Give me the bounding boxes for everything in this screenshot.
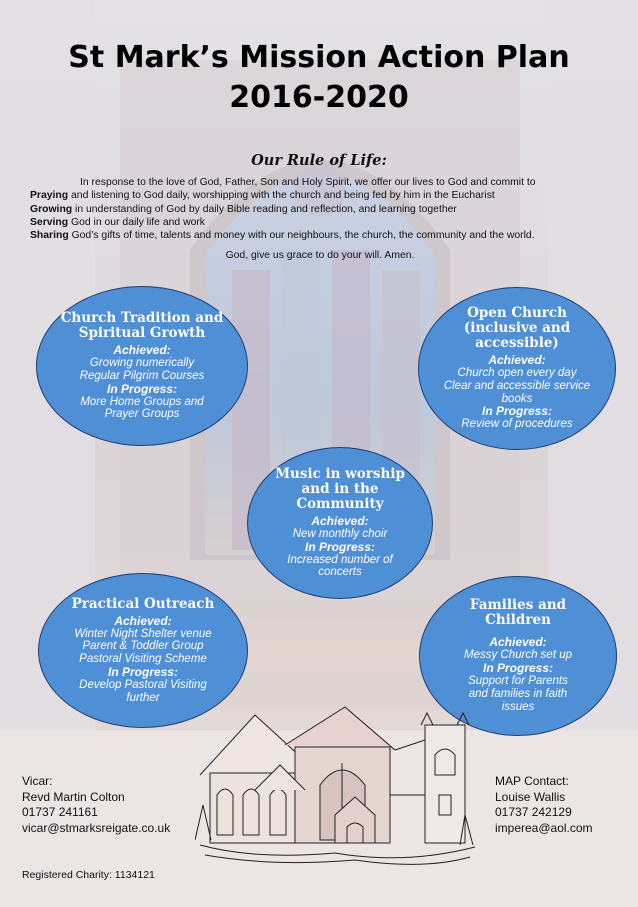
achieved-item: Church open every day xyxy=(457,366,577,379)
circle-music xyxy=(247,447,433,599)
rule-intro: In response to the love of God, Father, Son and Holy Spirit, we offer our lives to God and commit to xyxy=(80,177,536,188)
in-progress-label: In Progress: xyxy=(106,381,178,396)
in-progress-label: In Progress: xyxy=(481,404,553,419)
progress-item: concerts xyxy=(318,566,362,579)
achieved-label: Achieved: xyxy=(114,613,172,628)
vicar-label: Vicar: xyxy=(22,774,53,788)
rule-item-growing: Growing in understanding of God by daily Bible reading and reflection, and learning together xyxy=(30,203,457,215)
rule-item-praying: Praying and listening to God daily, worshipping with the church and being fed by him in the Eucharist xyxy=(30,190,495,202)
achieved-label: Achieved: xyxy=(113,342,171,357)
circle-heading: Families and Children xyxy=(469,597,567,629)
achieved-item: books xyxy=(501,392,533,405)
circle-heading: Practical Outreach xyxy=(71,595,215,612)
achieved-item: Pastoral Visiting Scheme xyxy=(79,653,207,666)
progress-item: Develop Pastoral Visiting xyxy=(79,678,207,691)
circle-church-tradition xyxy=(36,286,248,446)
vicar-contact xyxy=(22,774,170,836)
progress-item: issues xyxy=(501,700,535,713)
vicar-phone: 01737 241161 xyxy=(22,805,98,820)
progress-item: Prayer Groups xyxy=(104,408,180,421)
progress-item: further xyxy=(126,691,160,704)
rule-of-life-heading: Our Rule of Life: xyxy=(251,152,387,169)
page-title-years: 2016-2020 xyxy=(229,80,409,115)
page-title: St Mark’s Mission Action Plan xyxy=(68,40,570,75)
circle-heading: Music in worship and in the Community xyxy=(275,465,405,512)
map-contact-email-link[interactable]: imperea@aol.com xyxy=(495,820,593,835)
achieved-item: New monthly choir xyxy=(292,527,388,540)
circle-heading: Open Church (inclusive and accessible) xyxy=(463,304,571,351)
achieved-item: Parent & Toddler Group xyxy=(82,640,204,653)
achieved-item: Winter Night Shelter venue xyxy=(74,627,212,640)
circle-heading: Church Tradition and Spiritual Growth xyxy=(60,309,224,341)
in-progress-label: In Progress: xyxy=(482,661,554,676)
progress-item: and families in faith xyxy=(468,688,568,700)
achieved-label: Achieved: xyxy=(489,635,547,650)
achieved-item: Regular Pilgrim Courses xyxy=(79,369,205,382)
progress-item: More Home Groups and xyxy=(80,395,204,408)
in-progress-label: In Progress: xyxy=(304,539,376,554)
church-sketch-illustration xyxy=(195,695,480,874)
vicar-email-link[interactable]: vicar@stmarksreigate.co.uk xyxy=(22,820,171,835)
achieved-item: Messy Church set up xyxy=(463,649,572,662)
vicar-name: Revd Martin Colton xyxy=(22,789,125,804)
achieved-item: Clear and accessible service xyxy=(443,379,591,392)
in-progress-label: In Progress: xyxy=(107,664,179,679)
map-contact xyxy=(495,774,593,836)
progress-item: Support for Parents xyxy=(468,675,568,688)
map-contact-label: MAP Contact: xyxy=(495,774,569,788)
registered-charity: Registered Charity: 1134121 xyxy=(22,869,155,881)
rule-of-life-text xyxy=(30,176,610,263)
rule-item-sharing: Sharing God’s gifts of time, talents and money with our neighbours, the church, the community and the world. xyxy=(30,230,535,242)
circle-open-church xyxy=(418,287,616,450)
rule-prayer: God, give us grace to do your will. Amen. xyxy=(225,250,415,262)
progress-item: Increased number of xyxy=(287,553,393,566)
map-contact-phone: 01737 242129 xyxy=(495,805,572,820)
rule-item-serving: Serving God in our daily life and work xyxy=(30,216,206,228)
achieved-label: Achieved: xyxy=(311,513,369,528)
achieved-item: Growing numerically xyxy=(89,356,195,369)
achieved-label: Achieved: xyxy=(488,352,546,367)
map-contact-name: Louise Wallis xyxy=(495,789,566,804)
progress-item: Review of procedures xyxy=(461,418,573,431)
